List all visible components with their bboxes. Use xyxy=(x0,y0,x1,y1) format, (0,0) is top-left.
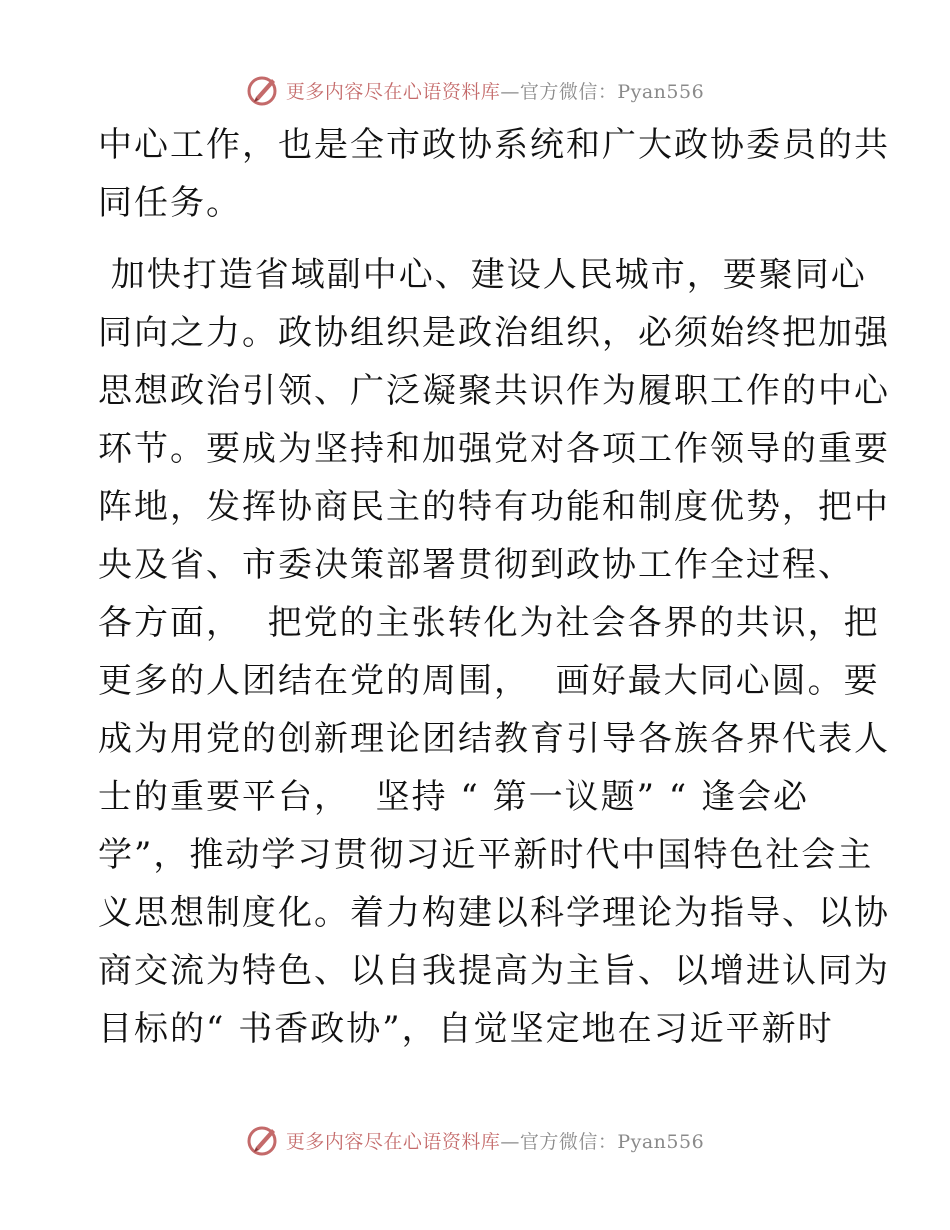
text-line: 环节。要成为坚持和加强党对各项工作领导的重要 xyxy=(98,429,890,469)
text-line: 学”，推动学习贯彻习近平新时代中国特色社会主 xyxy=(98,835,874,875)
text-line: 商交流为特色、以自我提高为主旨、以增进认同为 xyxy=(98,951,890,991)
banner-red-text: 更多内容尽在心语资料库 xyxy=(285,80,501,103)
text-line: 加快打造省域副中心、建设人民城市，要聚同心 xyxy=(98,255,867,295)
banner-text xyxy=(286,77,704,104)
text-line: 各方面， 把党的主张转化为社会各界的共识，把 xyxy=(98,603,880,643)
banner-text xyxy=(286,1127,704,1154)
text-line: 思想政治引领、广泛凝聚共识作为履职工作的中心 xyxy=(98,371,890,411)
pen-logo-icon xyxy=(246,1123,280,1157)
text-line: 央及省、市委决策部署贯彻到政协工作全过程、 xyxy=(98,545,854,585)
text-line: 同任务。 xyxy=(98,183,242,223)
text-line: 同向之力。政协组织是政治组织，必须始终把加强 xyxy=(98,313,890,353)
text-line: 阵地，发挥协商民主的特有功能和制度优势，把中 xyxy=(98,487,890,527)
text-line: 更多的人团结在党的周围， 画好最大同心圆。要 xyxy=(98,661,880,701)
pen-logo-icon xyxy=(246,73,280,107)
text-line: 中心工作，也是全市政协系统和广大政协委员的共 xyxy=(98,125,890,165)
footer-banner xyxy=(0,1120,950,1160)
banner-red-text: 更多内容尽在心语资料库 xyxy=(285,1130,501,1153)
text-line: 成为用党的创新理论团结教育引导各族各界代表人 xyxy=(98,719,890,759)
paragraph-1 xyxy=(98,116,890,232)
banner-wechat-text: 官方微信：Pyan556 xyxy=(519,80,705,103)
banner-dash: — xyxy=(500,80,520,103)
banner-dash: — xyxy=(500,1130,520,1153)
text-line: 士的重要平台， 坚持 “ 第一议题” “ 逢会必 xyxy=(98,777,809,817)
paragraph-2 xyxy=(98,246,890,1058)
text-line: 义思想制度化。着力构建以科学理论为指导、以协 xyxy=(98,893,890,933)
header-banner xyxy=(0,70,950,110)
banner-wechat-text: 官方微信：Pyan556 xyxy=(519,1130,705,1153)
document-body xyxy=(98,116,890,1058)
text-line: 目标的“ 书香政协”，自觉坚定地在习近平新时 xyxy=(98,1009,834,1049)
